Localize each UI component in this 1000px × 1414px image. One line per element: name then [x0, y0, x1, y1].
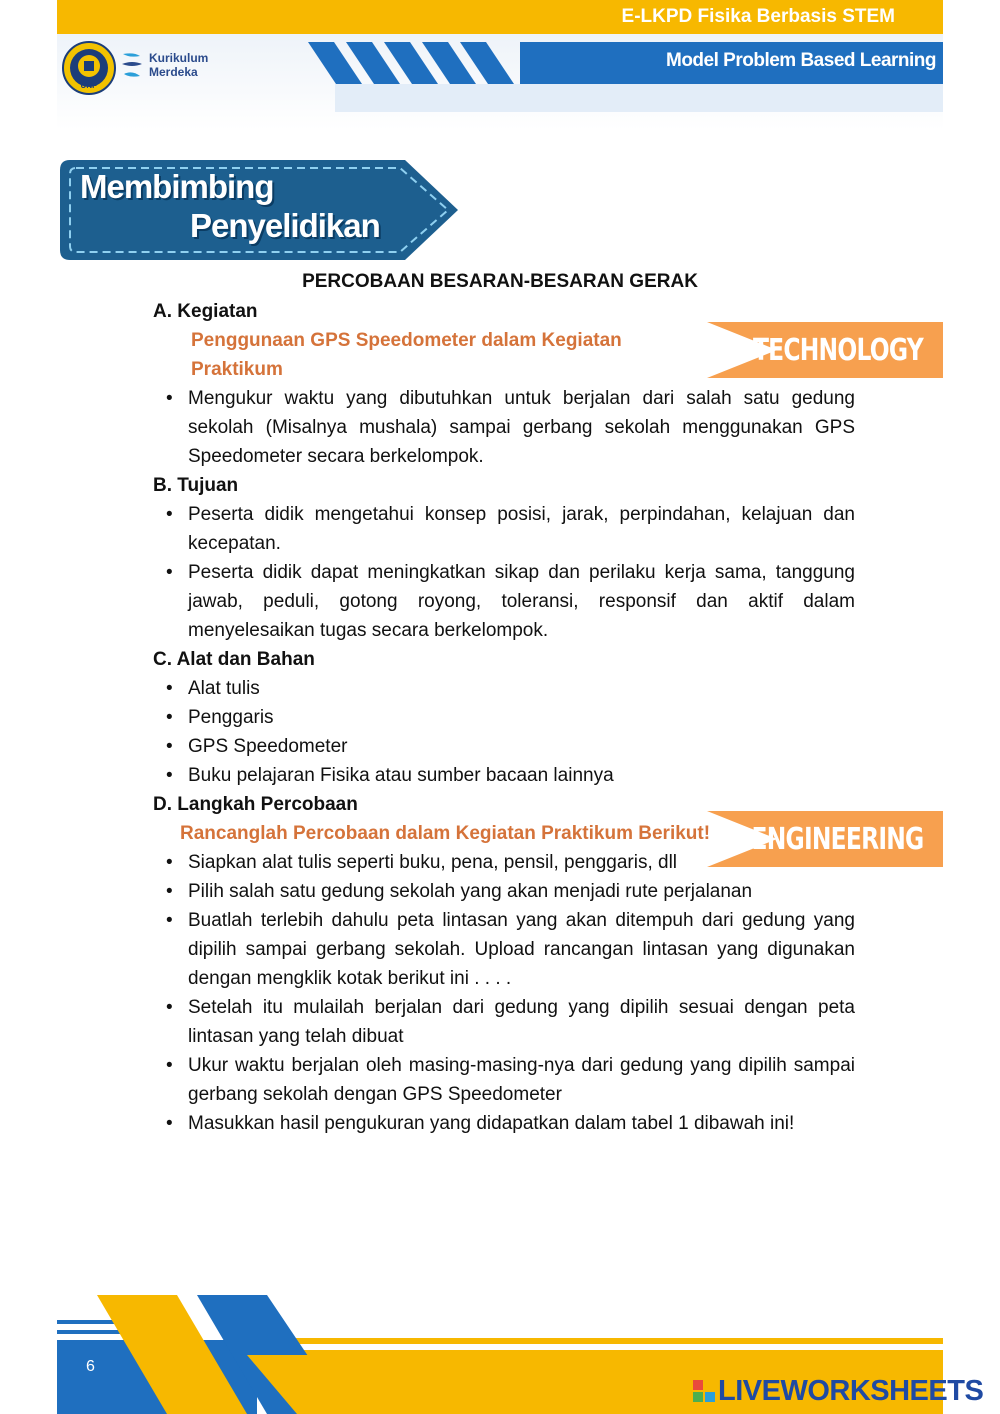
- list-item: • Peserta didik mengetahui konsep posisi, jarak, perpindahan, kelajuan dan kecepatan.: [188, 500, 855, 558]
- section-a-subtitle: Penggunaan GPS Speedometer dalam Kegiatan Praktikum: [191, 330, 622, 380]
- list-item: • Buatlah terlebih dahulu peta lintasan yang akan ditempuh dari gedung yang dipilih sampai gerbang sekolah. Upload rancangan lintasan yang digunakan dengan mengklik kotak berikut ini . . . .: [188, 906, 855, 993]
- engineering-tag-label: ENGINEERING: [751, 822, 923, 857]
- section-c-list: [153, 674, 855, 790]
- worksheet-content: [153, 297, 855, 1138]
- liveworksheets-brand[interactable]: LIVEWORKSHEETS: [718, 1375, 984, 1407]
- logo-text-line1: Kurikulum: [149, 51, 209, 65]
- list-item: • Peserta didik dapat meningkatkan sikap dan perilaku kerja sama, tanggung jawab, peduli, gotong royong, toleransi, responsif dan aktif dalam menyelesaikan tugas secara berkelompok.: [188, 558, 855, 645]
- list-item: • Pilih salah satu gedung sekolah yang akan menjadi rute perjalanan: [188, 877, 855, 906]
- list-item: • Mengukur waktu yang dibutuhkan untuk berjalan dari salah satu gedung sekolah (Misalnya mushala) sampai gerbang sekolah menggunakan GPS Speedometer secara berkelompok.: [188, 384, 855, 471]
- page-title: PERCOBAAN BESARAN-BESARAN GERAK: [302, 271, 698, 292]
- section-a-list: [153, 384, 855, 471]
- section-d-heading: D. Langkah Percobaan: [153, 794, 358, 815]
- unp-logo-icon: [62, 41, 116, 95]
- header-subtitle: Model Problem Based Learning: [666, 50, 936, 71]
- header-title: E-LKPD Fisika Berbasis STEM: [621, 6, 895, 27]
- list-item: • Buku pelajaran Fisika atau sumber bacaan lainnya: [188, 761, 855, 790]
- technology-tag-label: TECHNOLOGY: [753, 333, 923, 368]
- list-item: • Penggaris: [188, 703, 855, 732]
- header-stripes: [300, 42, 540, 84]
- banner-title-line2: Penyelidikan: [190, 207, 380, 244]
- section-d-subtitle: Rancanglah Percobaan dalam Kegiatan Praktikum Berikut!: [180, 823, 711, 844]
- unp-logo-text: UNP: [80, 81, 98, 90]
- list-item: • Masukkan hasil pengukuran yang didapatkan dalam tabel 1 dibawah ini!: [188, 1109, 855, 1138]
- liveworksheets-logo-icon: [693, 1380, 715, 1402]
- section-b-list: [153, 500, 855, 645]
- section-c-heading: C. Alat dan Bahan: [153, 649, 315, 670]
- section-d-list: [153, 848, 855, 1138]
- list-item: • Setelah itu mulailah berjalan dari gedung yang dipilih sesuai dengan peta lintasan yang telah dibuat: [188, 993, 855, 1051]
- list-item: • Alat tulis: [188, 674, 855, 703]
- list-item: • Siapkan alat tulis seperti buku, pena, pensil, penggaris, dll: [188, 848, 855, 877]
- list-item: • GPS Speedometer: [188, 732, 855, 761]
- kurikulum-merdeka-logo-text: [149, 51, 208, 79]
- section-a-heading: A. Kegiatan: [153, 301, 258, 322]
- page-number: 6: [86, 1358, 95, 1375]
- header-light-strip: [335, 84, 943, 112]
- section-b-heading: B. Tujuan: [153, 475, 239, 496]
- logo-text-line2: Merdeka: [149, 65, 198, 79]
- kurikulum-merdeka-icon: [120, 50, 146, 84]
- list-item: • Ukur waktu berjalan oleh masing-masing-nya dari gedung yang dipilih sampai gerbang sekolah dengan GPS Speedometer: [188, 1051, 855, 1109]
- banner-title-line1: Membimbing: [80, 168, 274, 205]
